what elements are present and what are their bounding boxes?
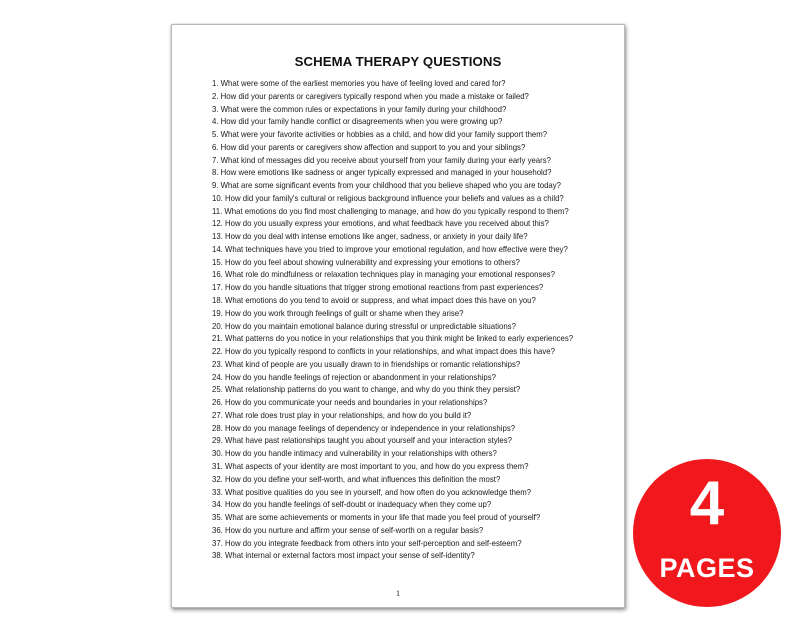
question-item: 19. How do you work through feelings of guilt or shame when they arise? (212, 307, 464, 318)
question-item: 23. What kind of people are you usually drawn to in friendships or romantic relationships? (212, 358, 521, 369)
question-item: 16. What role do mindfulness or relaxation techniques play in managing your emotional responses? (212, 269, 555, 280)
question-item: 7. What kind of messages did you receive about yourself from your family during your early years? (212, 154, 551, 165)
question-item: 10. How did your family's cultural or religious background influence your beliefs and values as a child? (212, 192, 564, 203)
question-item: 29. What have past relationships taught you about yourself and your interaction styles? (212, 435, 513, 446)
question-list (212, 77, 622, 562)
question-item: 3. What were the common rules or expectations in your family during your childhood? (212, 103, 507, 114)
question-item: 32. How do you define your self-worth, and what influences this definition the most? (212, 473, 501, 484)
question-item: 12. How do you usually express your emotions, and what feedback have you received about this? (212, 218, 549, 229)
document-title: SCHEMA THERAPY QUESTIONS (294, 54, 502, 69)
badge-page-count: 4 (689, 469, 725, 538)
question-item: 28. How do you manage feelings of dependency or independence in your relationships? (212, 422, 516, 433)
question-item: 36. How do you nurture and affirm your sense of self-worth on a regular basis? (212, 524, 484, 535)
question-item: 18. What emotions do you tend to avoid or suppress, and what impact does this have on you? (212, 295, 536, 306)
question-item: 15. How do you feel about showing vulnerability and expressing your emotions to others? (212, 256, 520, 267)
question-item: 5. What were your favorite activities or hobbies as a child, and how did your family support them? (212, 129, 548, 140)
question-item: 14. What techniques have you tried to improve your emotional regulation, and how effective were they? (212, 243, 568, 254)
question-item: 8. How were emotions like sadness or anger typically expressed and managed in your household? (212, 167, 552, 178)
question-item: 35. What are some achievements or moments in your life that made you feel proud of yourself? (212, 512, 541, 523)
question-item: 26. How do you communicate your needs and boundaries in your relationships? (212, 397, 488, 408)
question-item: 6. How did your parents or caregivers show affection and support to you and your siblings? (212, 141, 526, 152)
question-item: 9. What are some significant events from your childhood that you believe shaped who you are today? (212, 180, 562, 191)
page-number: 1 (395, 588, 401, 598)
question-item: 24. How do you handle feelings of rejection or abandonment in your relationships? (212, 371, 496, 382)
question-item: 13. How do you deal with intense emotions like anger, sadness, or anxiety in your daily life? (212, 231, 528, 242)
question-item: 31. What aspects of your identity are most important to you, and how do you express them? (212, 460, 529, 471)
question-item: 4. How did your family handle conflict or disagreements when you were growing up? (212, 116, 503, 127)
question-item: 37. How do you integrate feedback from others into your self-perception and self-esteem? (212, 537, 522, 548)
question-item: 25. What relationship patterns do you want to change, and why do you think they persist? (212, 384, 521, 395)
question-item: 1. What were some of the earliest memories you have of feeling loved and cared for? (212, 78, 506, 88)
question-item: 2. How did your parents or caregivers typically respond when you made a mistake or failed? (212, 90, 529, 101)
page-count-badge (633, 459, 781, 607)
question-item: 11. What emotions do you find most challenging to manage, and how do you typically respond to them? (212, 205, 569, 216)
badge-pages-label: PAGES (659, 553, 755, 583)
question-item: 30. How do you handle intimacy and vulnerability in your relationships with others? (212, 448, 497, 459)
question-item: 33. What positive qualities do you see in yourself, and how often do you acknowledge them? (212, 486, 532, 497)
question-item: 22. How do you typically respond to conflicts in your relationships, and what impact does this have? (212, 346, 555, 357)
question-item: 20. How do you maintain emotional balance during stressful or unpredictable situations? (212, 320, 516, 331)
question-item: 27. What role does trust play in your relationships, and how do you build it? (212, 409, 472, 420)
question-item: 38. What internal or external factors most impact your sense of self-identity? (212, 550, 475, 561)
question-item: 34. How do you handle feelings of self-doubt or inadequacy when they come up? (212, 499, 492, 510)
question-item: 17. How do you handle situations that trigger strong emotional reactions from past experiences? (212, 282, 544, 293)
document-page (171, 24, 625, 608)
question-item: 21. What patterns do you notice in your relationships that you think might be linked to early experiences? (212, 333, 574, 344)
